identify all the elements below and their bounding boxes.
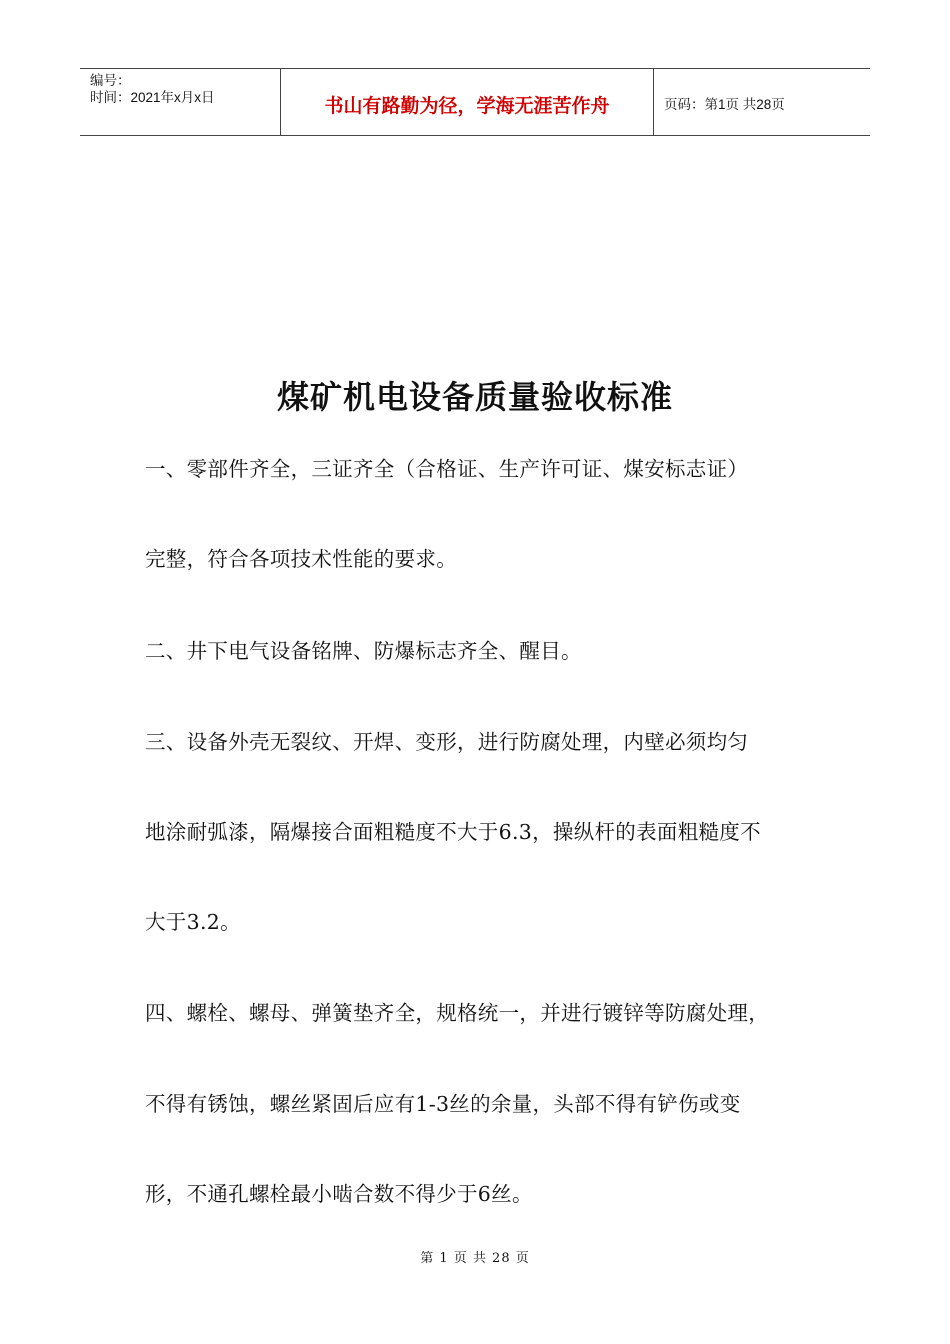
time-label: 时间：2021年x月x日 — [90, 90, 215, 105]
page-header — [80, 68, 870, 136]
body-line: 完整，符合各项技术性能的要求。 — [145, 547, 457, 571]
serial-label: 编号： — [90, 73, 131, 88]
body-line: 三、设备外壳无裂纹、开焊、变形，进行防腐处理，内壁必须均匀 — [145, 730, 749, 754]
header-meta-cell — [80, 69, 281, 135]
motto-text: 书山有路勤为径，学海无涯苦作舟 — [324, 94, 610, 117]
body-line: 一、零部件齐全，三证齐全（合格证、生产许可证、煤安标志证） — [145, 457, 749, 481]
body-line: 形，不通孔螺栓最小啮合数不得少于6丝。 — [145, 1182, 533, 1206]
document-title: 煤矿机电设备质量验收标准 — [276, 378, 673, 416]
header-motto-cell — [281, 69, 654, 135]
header-page-cell — [654, 69, 870, 135]
page-info: 页码：第1页 共28页 — [664, 97, 785, 112]
body-line: 不得有锈蚀，螺丝紧固后应有1-3丝的余量，头部不得有铲伤或变 — [145, 1092, 741, 1116]
body-line: 大于3.2。 — [145, 910, 241, 934]
body-line: 地涂耐弧漆，隔爆接合面粗糙度不大于6.3，操纵杆的表面粗糙度不 — [145, 820, 761, 844]
body-line: 二、井下电气设备铭牌、防爆标志齐全、醒目。 — [145, 639, 582, 663]
page-footer: 第 1 页 共 28 页 — [420, 1251, 530, 1266]
body-line: 四、螺栓、螺母、弹簧垫齐全，规格统一，并进行镀锌等防腐处理， — [145, 1001, 769, 1025]
